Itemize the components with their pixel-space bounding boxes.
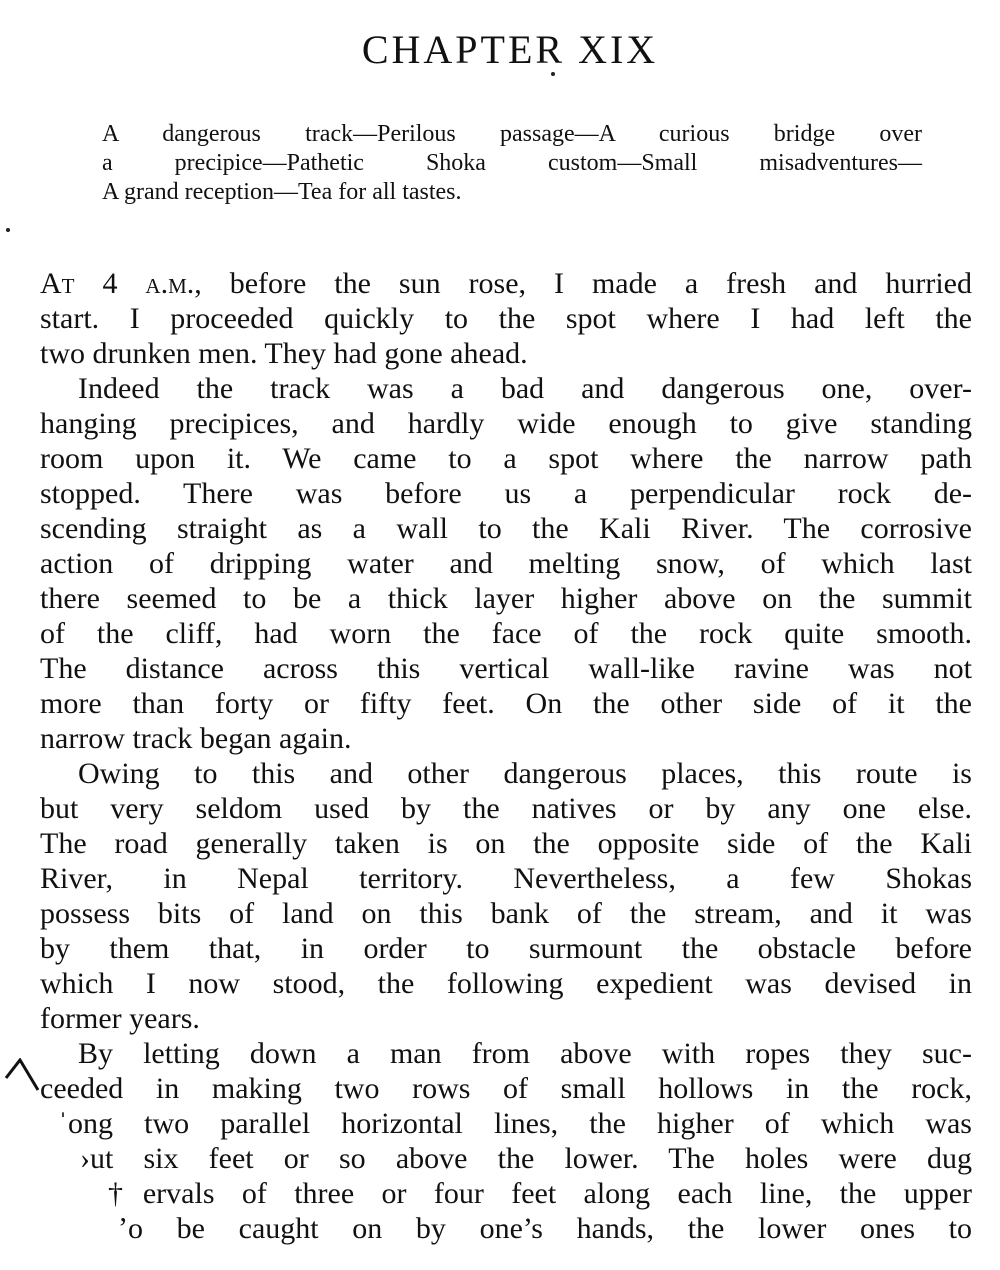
text-line: narrow track began again.	[40, 722, 352, 755]
text-line: Owing to this and other dangerous places, this route is	[78, 757, 972, 790]
text-line: ceeded in making two rows of small hollows in the rock,	[40, 1072, 972, 1105]
text-line: hanging precipices, and hardly wide enough to give standing	[40, 407, 972, 440]
text-line: former years.	[40, 1002, 200, 1035]
text-line: but very seldom used by the natives or by any one else.	[40, 792, 972, 825]
summary-line: A grand reception—Tea for all tastes.	[102, 179, 462, 205]
print-speck	[6, 228, 10, 232]
text-line: possess bits of land on this bank of the stream, and it was	[40, 897, 972, 930]
text-line: ›ut six feet or so above the lower. The holes were dug	[80, 1142, 972, 1175]
text-line: which I now stood, the following expedient was devised in	[40, 967, 972, 1000]
text-line: River, in Nepal territory. Nevertheless, a few Shokas	[40, 862, 972, 895]
text-line: scending straight as a wall to the Kali River. The corrosive	[40, 512, 972, 545]
paragraph-2	[40, 371, 972, 756]
chapter-body	[40, 266, 972, 1246]
text-line: more than forty or fifty feet. On the other side of it the	[40, 687, 972, 720]
text-line: At 4 a.m., before the sun rose, I made a fresh and hurried	[40, 267, 972, 300]
text-line: By letting down a man from above with ropes they suc-	[78, 1037, 972, 1070]
text-line: †ervals of three or four feet along each line, the upper	[108, 1177, 972, 1210]
summary-line: a precipice—Pathetic Shoka custom—Small misadventures—	[102, 150, 922, 176]
paragraph-4	[40, 1036, 972, 1246]
chapter-summary	[102, 120, 922, 207]
text-line: two drunken men. They had gone ahead.	[40, 337, 528, 370]
text-line: start. I proceeded quickly to the spot where I had left the	[40, 302, 972, 335]
paragraph-1	[40, 266, 972, 371]
text-line: The road generally taken is on the opposite side of the Kali	[40, 827, 972, 860]
summary-line: A dangerous track—Perilous passage—A curious bridge over	[102, 121, 922, 147]
text-line: room upon it. We came to a spot where the narrow path	[40, 442, 972, 475]
chapter-title: CHAPTER XIX	[361, 27, 659, 72]
margin-tick-icon	[4, 1058, 44, 1098]
opening-words: At 4 a.m.	[40, 267, 195, 300]
text-line: The distance across this vertical wall-like ravine was not	[40, 652, 972, 685]
text-line: ˈong two parallel horizontal lines, the higher of which was	[58, 1107, 972, 1140]
text-line: of the cliff, had worn the face of the rock quite smooth.	[40, 617, 972, 650]
text-line: there seemed to be a thick layer higher above on the summit	[40, 582, 972, 615]
text-line: stopped. There was before us a perpendicular rock de-	[40, 477, 972, 510]
text-line: Indeed the track was a bad and dangerous one, over-	[78, 372, 972, 405]
print-speck	[551, 72, 555, 76]
paragraph-3	[40, 756, 972, 1036]
text-line: action of dripping water and melting snow, of which last	[40, 547, 972, 580]
text-line: ʼo be caught on by one’s hands, the lower ones to	[118, 1212, 972, 1245]
text-line: by them that, in order to surmount the obstacle before	[40, 932, 972, 965]
